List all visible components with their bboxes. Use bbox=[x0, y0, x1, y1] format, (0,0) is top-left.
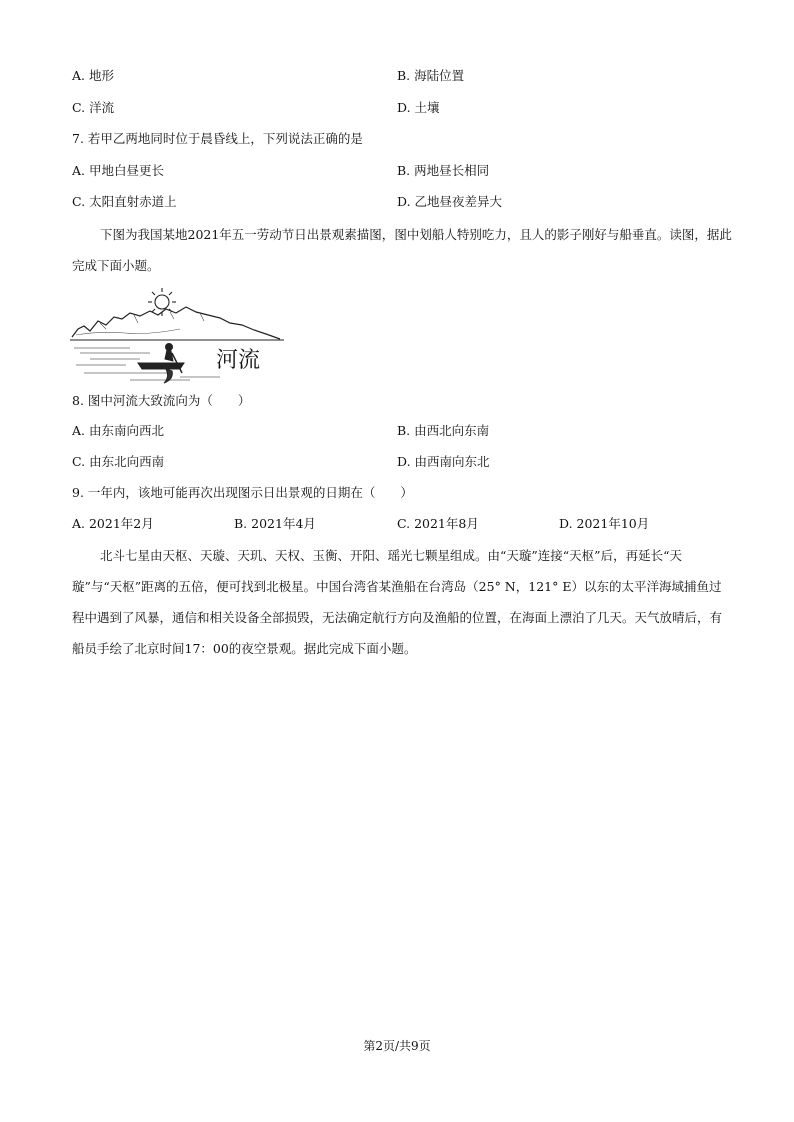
q6-option-d: D. 土壤 bbox=[397, 100, 440, 115]
mountain-range bbox=[72, 307, 280, 339]
q7-option-d: D. 乙地昼夜差异大 bbox=[397, 194, 503, 209]
q9-option-b: B. 2021年4月 bbox=[234, 516, 316, 531]
q6-option-c: C. 洋流 bbox=[72, 100, 115, 115]
passage-big-dipper: 北斗七星由天枢、天璇、天玑、天权、玉衡、开阳、瑶光七颗星组成。由“天璇”连接“天枢”后，再延长“天璇”与“天枢”距离的五倍，便可找到北极星。中国台湾省某渔船在台湾岛（25° N，121° E）以东的太平洋海域捕鱼过程中遇到了风暴，通信和相关设备全部损毁，无法确定航行方向及渔船的位置，在海面上漂泊了几天。天气放晴后，有船员手绘了北京时间17：00的夜空景观。据此完成下面小题。 bbox=[72, 548, 723, 656]
q9-stem: 9. 一年内，该地可能再次出现图示日出景观的日期在（ ） bbox=[72, 485, 413, 500]
page-number: 第2页/共9页 bbox=[363, 1039, 431, 1053]
q8-stem: 8. 图中河流大致流向为（ ） bbox=[72, 393, 251, 408]
q7-option-c: C. 太阳直射赤道上 bbox=[72, 194, 177, 209]
river-label: 河流 bbox=[216, 348, 261, 373]
q6-option-a: A. 地形 bbox=[72, 68, 114, 83]
q9-option-a: A. 2021年2月 bbox=[72, 516, 154, 531]
q8-option-b: B. 由西北向东南 bbox=[397, 423, 490, 438]
q8-option-c: C. 由东北向西南 bbox=[72, 454, 165, 469]
sunrise-sketch-figure bbox=[70, 285, 286, 385]
q7-stem: 7. 若甲乙两地同时位于晨昏线上，下列说法正确的是 bbox=[72, 131, 363, 146]
q9-option-d: D. 2021年10月 bbox=[559, 516, 650, 531]
q6-option-b: B. 海陆位置 bbox=[397, 68, 465, 83]
passage-sunrise: 下图为我国某地2021年五一劳动节日出景观素描图，图中划船人特别吃力，且人的影子刚好与船垂直。读图，据此完成下面小题。 bbox=[72, 227, 732, 273]
q7-option-b: B. 两地昼长相同 bbox=[397, 163, 490, 178]
q8-option-d: D. 由西南向东北 bbox=[397, 454, 490, 469]
q7-option-a: A. 甲地白昼更长 bbox=[72, 163, 164, 178]
rowing-boat-icon bbox=[138, 344, 184, 384]
q8-option-a: A. 由东南向西北 bbox=[72, 423, 164, 438]
q9-option-c: C. 2021年8月 bbox=[397, 516, 479, 531]
